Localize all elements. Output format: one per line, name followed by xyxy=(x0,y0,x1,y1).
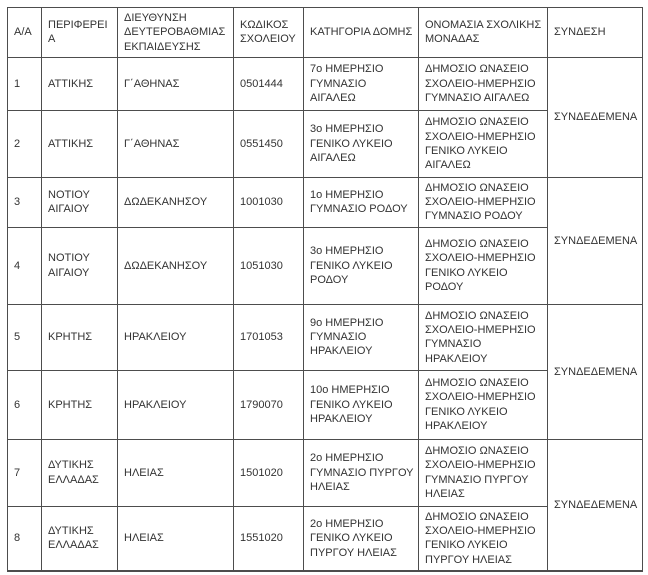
table-row xyxy=(8,57,643,110)
cell-school-code: 1501020 xyxy=(234,439,304,506)
cell-aa: 4 xyxy=(8,227,42,304)
cell-directorate: Γ΄ΑΘΗΝΑΣ xyxy=(118,110,234,177)
cell-connection-group: ΣΥΝΔΕΔΕΜΕΝΑ xyxy=(548,177,643,304)
cell-region: ΑΤΤΙΚΗΣ xyxy=(42,57,118,110)
cell-directorate: ΗΡΑΚΛΕΙΟΥ xyxy=(118,304,234,370)
cell-region: ΝΟΤΙΟΥ ΑΙΓΑΙΟΥ xyxy=(42,227,118,304)
cell-structure-category: 2ο ΗΜΕΡΗΣΙΟ ΓΥΜΝΑΣΙΟ ΠΥΡΓΟΥ ΗΛΕΙΑΣ xyxy=(304,439,419,506)
cell-structure-category: 3ο ΗΜΕΡΗΣΙΟ ΓΕΝΙΚΟ ΛΥΚΕΙΟ ΑΙΓΑΛΕΩ xyxy=(304,110,419,177)
cell-connection-group: ΣΥΝΔΕΔΕΜΕΝΑ xyxy=(548,439,643,571)
cell-aa: 3 xyxy=(8,177,42,227)
cell-school-unit-name: ΔΗΜΟΣΙΟ ΩΝΑΣΕΙΟ ΣΧΟΛΕΙΟ-ΗΜΕΡΗΣΙΟ ΓΕΝΙΚΟ ΛΥΚΕΙΟ ΗΡΑΚΛΕΙΟΥ xyxy=(419,370,548,439)
cell-aa: 8 xyxy=(8,506,42,571)
table-header-row xyxy=(8,8,643,58)
school-units-table xyxy=(7,7,643,572)
cell-structure-category: 1ο ΗΜΕΡΗΣΙΟ ΓΥΜΝΑΣΙΟ ΡΟΔΟΥ xyxy=(304,177,419,227)
table-row xyxy=(8,110,643,177)
cell-structure-category: 9ο ΗΜΕΡΗΣΙΟ ΓΥΜΝΑΣΙΟ ΗΡΑΚΛΕΙΟΥ xyxy=(304,304,419,370)
col-header-region: ΠΕΡΙΦΕΡΕΙΑ xyxy=(42,8,118,58)
cell-school-unit-name: ΔΗΜΟΣΙΟ ΩΝΑΣΕΙΟ ΣΧΟΛΕΙΟ-ΗΜΕΡΗΣΙΟ ΓΕΝΙΚΟ ΛΥΚΕΙΟ ΡΟΔΟΥ xyxy=(419,227,548,304)
cell-school-unit-name: ΔΗΜΟΣΙΟ ΩΝΑΣΕΙΟ ΣΧΟΛΕΙΟ-ΗΜΕΡΗΣΙΟ ΓΕΝΙΚΟ ΛΥΚΕΙΟ ΑΙΓΑΛΕΩ xyxy=(419,110,548,177)
cell-structure-category: 2ο ΗΜΕΡΗΣΙΟ ΓΕΝΙΚΟ ΛΥΚΕΙΟ ΠΥΡΓΟΥ ΗΛΕΙΑΣ xyxy=(304,506,419,571)
cell-school-code: 1701053 xyxy=(234,304,304,370)
cell-region: ΝΟΤΙΟΥ ΑΙΓΑΙΟΥ xyxy=(42,177,118,227)
cell-connection-group: ΣΥΝΔΕΔΕΜΕΝΑ xyxy=(548,304,643,439)
cell-region: ΔΥΤΙΚΗΣ ΕΛΛΑΔΑΣ xyxy=(42,439,118,506)
cell-directorate: ΔΩΔΕΚΑΝΗΣΟΥ xyxy=(118,227,234,304)
cell-school-code: 0551450 xyxy=(234,110,304,177)
cell-structure-category: 7ο ΗΜΕΡΗΣΙΟ ΓΥΜΝΑΣΙΟ ΑΙΓΑΛΕΩ xyxy=(304,57,419,110)
col-header-structure-category: ΚΑΤΗΓΟΡΙΑ ΔΟΜΗΣ xyxy=(304,8,419,58)
cell-directorate: Γ΄ΑΘΗΝΑΣ xyxy=(118,57,234,110)
cell-region: ΑΤΤΙΚΗΣ xyxy=(42,110,118,177)
cell-directorate: ΔΩΔΕΚΑΝΗΣΟΥ xyxy=(118,177,234,227)
cell-structure-category: 10ο ΗΜΕΡΗΣΙΟ ΓΕΝΙΚΟ ΛΥΚΕΙΟ ΗΡΑΚΛΕΙΟΥ xyxy=(304,370,419,439)
table-row xyxy=(8,370,643,439)
cell-school-code: 1051030 xyxy=(234,227,304,304)
cell-school-unit-name: ΔΗΜΟΣΙΟ ΩΝΑΣΕΙΟ ΣΧΟΛΕΙΟ-ΗΜΕΡΗΣΙΟ ΓΥΜΝΑΣΙΟ ΠΥΡΓΟΥ ΗΛΕΙΑΣ xyxy=(419,439,548,506)
cell-school-unit-name: ΔΗΜΟΣΙΟ ΩΝΑΣΕΙΟ ΣΧΟΛΕΙΟ-ΗΜΕΡΗΣΙΟ ΓΥΜΝΑΣΙΟ ΑΙΓΑΛΕΩ xyxy=(419,57,548,110)
col-header-connection: ΣΥΝΔΕΣΗ xyxy=(548,8,643,58)
cell-school-code: 0501444 xyxy=(234,57,304,110)
cell-school-unit-name: ΔΗΜΟΣΙΟ ΩΝΑΣΕΙΟ ΣΧΟΛΕΙΟ-ΗΜΕΡΗΣΙΟ ΓΕΝΙΚΟ ΛΥΚΕΙΟ ΠΥΡΓΟΥ ΗΛΕΙΑΣ xyxy=(419,506,548,571)
cell-school-code: 1001030 xyxy=(234,177,304,227)
cell-aa: 6 xyxy=(8,370,42,439)
cell-connection-group: ΣΥΝΔΕΔΕΜΕΝΑ xyxy=(548,57,643,177)
cell-school-code: 1790070 xyxy=(234,370,304,439)
col-header-aa: Α/Α xyxy=(8,8,42,58)
col-header-school-code: ΚΩΔΙΚΟΣ ΣΧΟΛΕΙΟΥ xyxy=(234,8,304,58)
cell-directorate: ΗΛΕΙΑΣ xyxy=(118,439,234,506)
col-header-directorate: ΔΙΕΥΘΥΝΣΗ ΔΕΥΤΕΡΟΒΑΘΜΙΑΣ ΕΚΠΑΙΔΕΥΣΗΣ xyxy=(118,8,234,58)
table-row xyxy=(8,304,643,370)
cell-region: ΔΥΤΙΚΗΣ ΕΛΛΑΔΑΣ xyxy=(42,506,118,571)
cell-aa: 2 xyxy=(8,110,42,177)
cell-aa: 1 xyxy=(8,57,42,110)
cell-region: ΚΡΗΤΗΣ xyxy=(42,370,118,439)
cell-school-unit-name: ΔΗΜΟΣΙΟ ΩΝΑΣΕΙΟ ΣΧΟΛΕΙΟ-ΗΜΕΡΗΣΙΟ ΓΥΜΝΑΣΙΟ ΡΟΔΟΥ xyxy=(419,177,548,227)
cell-structure-category: 3ο ΗΜΕΡΗΣΙΟ ΓΕΝΙΚΟ ΛΥΚΕΙΟ ΡΟΔΟΥ xyxy=(304,227,419,304)
table-row xyxy=(8,506,643,571)
cell-region: ΚΡΗΤΗΣ xyxy=(42,304,118,370)
cell-directorate: ΗΛΕΙΑΣ xyxy=(118,506,234,571)
cell-aa: 5 xyxy=(8,304,42,370)
cell-school-code: 1551020 xyxy=(234,506,304,571)
table-row xyxy=(8,177,643,227)
table-row xyxy=(8,227,643,304)
cell-school-unit-name: ΔΗΜΟΣΙΟ ΩΝΑΣΕΙΟ ΣΧΟΛΕΙΟ-ΗΜΕΡΗΣΙΟ ΓΥΜΝΑΣΙΟ ΗΡΑΚΛΕΙΟΥ xyxy=(419,304,548,370)
col-header-school-unit-name: ΟΝΟΜΑΣΙΑ ΣΧΟΛΙΚΗΣ ΜΟΝΑΔΑΣ xyxy=(419,8,548,58)
cell-directorate: ΗΡΑΚΛΕΙΟΥ xyxy=(118,370,234,439)
cell-aa: 7 xyxy=(8,439,42,506)
table-row xyxy=(8,439,643,506)
